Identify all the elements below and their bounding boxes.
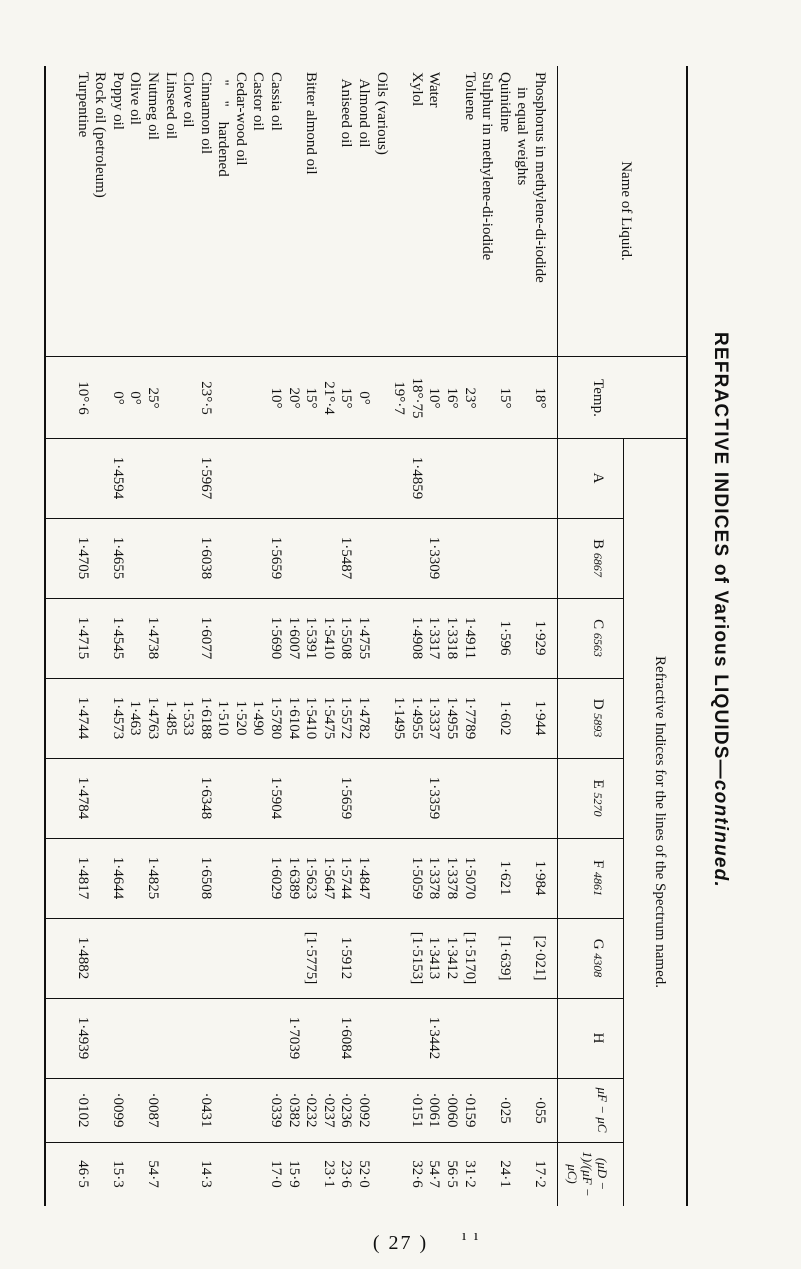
dispersive-ratio-cell: 54·7 bbox=[426, 1160, 443, 1188]
line-f-cell: 1·4817 bbox=[74, 856, 91, 900]
line-e-cell: 1·3359 bbox=[426, 776, 443, 820]
page-heading: REFRACTIVE INDICES of Various LIQUIDS—continued. bbox=[710, 332, 731, 888]
table-row bbox=[302, 66, 320, 1206]
line-f-cell: 1·621 bbox=[496, 860, 513, 896]
line-d-cell: 1·4955 bbox=[444, 696, 461, 740]
line-d-cell: 1·5475 bbox=[320, 696, 337, 740]
mu-f-minus-mu-c-cell: ·0102 bbox=[74, 1092, 91, 1128]
line-d-cell: 1·485 bbox=[162, 700, 179, 736]
line-c-cell: 1·4545 bbox=[109, 616, 126, 660]
liquid-name: Clove oil bbox=[180, 72, 197, 128]
line-c-cell: 1·6077 bbox=[197, 616, 214, 660]
liquid-name: Linseed oil bbox=[162, 72, 179, 140]
line-a-cell: 1·5967 bbox=[197, 456, 214, 500]
line-f-annotation: 4861 bbox=[591, 872, 605, 897]
dispersive-ratio-cell: 14·3 bbox=[197, 1160, 214, 1188]
line-d-cell: 1·533 bbox=[180, 700, 197, 736]
dispersive-ratio-cell: 15·3 bbox=[109, 1160, 126, 1188]
liquid-name: in equal weights bbox=[514, 72, 531, 186]
line-e-annotation: 5270 bbox=[591, 792, 605, 817]
header-divider bbox=[623, 438, 624, 1206]
mu-f-minus-mu-c-cell: ·0087 bbox=[144, 1092, 161, 1128]
dispersive-ratio-cell: 17·0 bbox=[268, 1160, 285, 1188]
name-of-liquid-header: Name of Liquid. bbox=[618, 161, 634, 261]
line-g-header: G 4308 bbox=[590, 938, 606, 978]
dispersive-ratio-cell: 23·1 bbox=[320, 1160, 337, 1188]
liquid-name: Castor oil bbox=[250, 72, 267, 131]
table-row bbox=[513, 66, 531, 1206]
page-number: ( 27 ) ı ı bbox=[372, 1228, 481, 1254]
page-title: REFRACTIVE INDICES of Various LIQUIDS bbox=[710, 332, 731, 760]
line-g-cell: [2·021] bbox=[532, 935, 548, 981]
mu-f-minus-mu-c-cell: ·0099 bbox=[109, 1092, 126, 1128]
line-h-header: H bbox=[590, 1032, 606, 1044]
line-h-cell: 1·3442 bbox=[426, 1016, 443, 1060]
liquid-name: Oils (various) bbox=[373, 72, 390, 155]
mu-f-minus-mu-c-header: μF − μC bbox=[595, 1087, 610, 1133]
line-c-cell: 1·5391 bbox=[303, 616, 320, 660]
liquid-name: Phosphorus in methylene-di-iodide bbox=[532, 72, 548, 283]
dispersive-ratio-header: (μD − 1)/(μF − μC) bbox=[565, 1151, 610, 1197]
liquid-name: Water bbox=[426, 72, 443, 108]
temp-cell: 21°·4 bbox=[320, 381, 337, 415]
table-row bbox=[407, 66, 425, 1206]
temp-cell: 16° bbox=[444, 387, 461, 409]
line-e-cell: 1·4784 bbox=[74, 776, 91, 820]
liquid-name: Aniseed oil bbox=[338, 72, 355, 148]
line-b-cell: 1·3309 bbox=[426, 536, 443, 580]
table-row bbox=[478, 66, 496, 1206]
table-row bbox=[73, 66, 91, 1206]
temp-cell: 25° bbox=[144, 387, 161, 409]
table-row bbox=[231, 66, 249, 1206]
liquid-name: Turpentine bbox=[74, 72, 91, 138]
temp-cell: 19°·7 bbox=[391, 381, 408, 415]
line-g-cell: [1·5775] bbox=[303, 931, 320, 985]
line-e-cell: 1·5659 bbox=[338, 776, 355, 820]
dispersive-ratio-cell: 17·2 bbox=[532, 1160, 548, 1188]
temp-cell: 10°·6 bbox=[74, 381, 91, 415]
table-row bbox=[143, 66, 161, 1206]
table-row bbox=[126, 66, 144, 1206]
temp-cell: 10° bbox=[268, 387, 285, 409]
table-row bbox=[196, 66, 214, 1206]
temp-header: Temp. bbox=[590, 379, 606, 417]
line-g-cell: [1·5170] bbox=[461, 931, 478, 985]
mu-f-minus-mu-c-cell: ·0092 bbox=[356, 1092, 373, 1128]
line-c-cell: 1·929 bbox=[532, 620, 548, 656]
rotated-page bbox=[40, 0, 740, 1220]
line-d-annotation: 5893 bbox=[591, 713, 605, 738]
line-f-cell: 1·6029 bbox=[268, 856, 285, 900]
temp-cell: 20° bbox=[285, 387, 302, 409]
line-c-cell: 1·4715 bbox=[74, 616, 91, 660]
line-f-header: F 4861 bbox=[590, 859, 606, 897]
line-f-cell: 1·5647 bbox=[320, 856, 337, 900]
temp-cell: 15° bbox=[338, 387, 355, 409]
line-g-cell: 1·3413 bbox=[426, 936, 443, 980]
line-f-cell: 1·4825 bbox=[144, 856, 161, 900]
table-row bbox=[91, 66, 109, 1206]
line-g-cell: 1·3412 bbox=[444, 936, 461, 980]
temp-cell: 18°·75 bbox=[408, 377, 425, 419]
table-row bbox=[267, 66, 285, 1206]
line-d-cell: 1·5780 bbox=[268, 696, 285, 740]
mu-f-minus-mu-c-cell: ·0237 bbox=[320, 1092, 337, 1128]
mu-f-minus-mu-c-cell: ·0159 bbox=[461, 1092, 478, 1128]
liquid-name: Toluene bbox=[461, 72, 478, 121]
dispersive-ratio-cell: 56·5 bbox=[444, 1160, 461, 1188]
mu-f-minus-mu-c-cell: ·025 bbox=[496, 1096, 513, 1124]
dispersive-ratio-cell: 15·9 bbox=[285, 1160, 302, 1188]
dispersive-ratio-cell: 46·5 bbox=[74, 1160, 91, 1188]
line-d-cell: 1·7789 bbox=[461, 696, 478, 740]
line-h-cell: 1·6084 bbox=[338, 1016, 355, 1060]
line-e-cell: 1·5904 bbox=[268, 776, 285, 820]
line-b-annotation: 6867 bbox=[591, 552, 605, 577]
table-row bbox=[319, 66, 337, 1206]
dispersive-ratio-cell: 52·0 bbox=[356, 1160, 373, 1188]
mu-f-minus-mu-c-cell: ·0151 bbox=[408, 1092, 425, 1128]
line-d-cell: 1·944 bbox=[532, 700, 548, 736]
line-c-cell: 1·3318 bbox=[444, 616, 461, 660]
line-c-cell: 1·5410 bbox=[320, 616, 337, 660]
line-b-cell: 1·5659 bbox=[268, 536, 285, 580]
temp-cell: 0° bbox=[356, 391, 373, 405]
line-d-cell: 1·4955 bbox=[408, 696, 425, 740]
temp-cell: 18° bbox=[532, 387, 548, 409]
mu-f-minus-mu-c-cell: ·055 bbox=[532, 1096, 548, 1124]
liquid-name: Olive oil bbox=[127, 72, 144, 125]
table-row bbox=[372, 66, 390, 1206]
table-row bbox=[495, 66, 513, 1206]
table-row bbox=[284, 66, 302, 1206]
line-c-cell: 1·596 bbox=[496, 620, 513, 656]
table-row bbox=[249, 66, 267, 1206]
line-f-cell: 1·3378 bbox=[426, 856, 443, 900]
line-g-cell: [1·639] bbox=[496, 935, 513, 981]
line-f-cell: 1·984 bbox=[532, 860, 548, 896]
table-row bbox=[442, 66, 460, 1206]
line-f-cell: 1·5744 bbox=[338, 856, 355, 900]
line-d-cell: 1·6188 bbox=[197, 696, 214, 740]
line-c-cell: 1·5690 bbox=[268, 616, 285, 660]
temp-cell: 15° bbox=[303, 387, 320, 409]
line-d-cell: 1·1495 bbox=[391, 696, 408, 740]
header-bottom-rule bbox=[557, 66, 558, 1206]
line-d-cell: 1·4782 bbox=[356, 696, 373, 740]
dispersive-ratio-cell: 31·2 bbox=[461, 1160, 478, 1188]
line-c-annotation: 6563 bbox=[591, 632, 605, 657]
table-row bbox=[390, 66, 408, 1206]
line-f-cell: 1·5070 bbox=[461, 856, 478, 900]
line-d-cell: 1·4573 bbox=[109, 696, 126, 740]
line-d-cell: 1·4763 bbox=[144, 696, 161, 740]
line-g-annotation: 4308 bbox=[591, 953, 605, 978]
dispersive-ratio-cell: 32·6 bbox=[408, 1160, 425, 1188]
page-mark: ı ı bbox=[462, 1228, 481, 1244]
mu-f-minus-mu-c-cell: ·0431 bbox=[197, 1092, 214, 1128]
line-g-cell: 1·4882 bbox=[74, 936, 91, 980]
line-b-cell: 1·4705 bbox=[74, 536, 91, 580]
mu-f-minus-mu-c-cell: ·0061 bbox=[426, 1092, 443, 1128]
liquid-name: Cinnamon oil bbox=[197, 72, 214, 155]
liquid-name: " " hardened bbox=[215, 72, 232, 177]
table-row bbox=[179, 66, 197, 1206]
mu-f-minus-mu-c-cell: ·0232 bbox=[303, 1092, 320, 1128]
line-c-cell: 1·4738 bbox=[144, 616, 161, 660]
line-f-cell: 1·4644 bbox=[109, 856, 126, 900]
line-d-header: D 5893 bbox=[590, 698, 606, 738]
dispersive-ratio-cell: 24·1 bbox=[496, 1160, 513, 1188]
line-f-cell: 1·6389 bbox=[285, 856, 302, 900]
temp-cell: 0° bbox=[127, 391, 144, 405]
line-b-cell: 1·5487 bbox=[338, 536, 355, 580]
line-c-cell: 1·3317 bbox=[426, 616, 443, 660]
mu-f-minus-mu-c-cell: ·0382 bbox=[285, 1092, 302, 1128]
line-g-cell: [1·5153] bbox=[408, 931, 425, 985]
line-d-cell: 1·4744 bbox=[74, 696, 91, 740]
temp-cell: 0° bbox=[109, 391, 126, 405]
page-title-suffix: continued. bbox=[710, 779, 731, 888]
table-row bbox=[530, 66, 548, 1206]
line-d-cell: 1·602 bbox=[496, 700, 513, 736]
line-a-header: A bbox=[590, 472, 606, 484]
table-row bbox=[460, 66, 478, 1206]
liquid-name: Quinidine bbox=[496, 72, 513, 132]
line-f-cell: 1·4847 bbox=[356, 856, 373, 900]
line-d-cell: 1·510 bbox=[215, 700, 232, 736]
temp-cell: 23° bbox=[461, 387, 478, 409]
line-d-cell: 1·3337 bbox=[426, 696, 443, 740]
mu-f-minus-mu-c-cell: ·0060 bbox=[444, 1092, 461, 1128]
line-f-cell: 1·6508 bbox=[197, 856, 214, 900]
refractive-index-table bbox=[44, 66, 688, 1206]
line-f-cell: 1·3378 bbox=[444, 856, 461, 900]
line-d-cell: 1·5410 bbox=[303, 696, 320, 740]
line-e-header: E 5270 bbox=[590, 779, 606, 817]
line-c-cell: 1·4755 bbox=[356, 616, 373, 660]
line-a-cell: 1·4594 bbox=[109, 456, 126, 500]
line-g-cell: 1·5912 bbox=[338, 936, 355, 980]
line-c-cell: 1·4911 bbox=[461, 617, 478, 659]
line-d-cell: 1·463 bbox=[127, 700, 144, 736]
line-b-cell: 1·6038 bbox=[197, 536, 214, 580]
line-e-cell: 1·6348 bbox=[197, 776, 214, 820]
liquid-name: Poppy oil bbox=[109, 72, 126, 130]
line-c-cell: 1·5508 bbox=[338, 616, 355, 660]
line-c-header: C 6563 bbox=[590, 619, 606, 657]
liquid-name: Sulphur in methylene-di-iodide bbox=[479, 72, 496, 261]
temp-cell: 23°·5 bbox=[197, 381, 214, 415]
line-d-cell: 1·5572 bbox=[338, 696, 355, 740]
line-a-cell: 1·4859 bbox=[408, 456, 425, 500]
line-f-cell: 1·5059 bbox=[408, 856, 425, 900]
line-d-cell: 1·490 bbox=[250, 700, 267, 736]
line-h-cell: 1·4939 bbox=[74, 1016, 91, 1060]
liquid-name: Cedar-wood oil bbox=[232, 72, 249, 166]
dispersive-ratio-cell: 23·6 bbox=[338, 1160, 355, 1188]
table-row bbox=[337, 66, 355, 1206]
line-f-cell: 1·5623 bbox=[303, 856, 320, 900]
line-d-cell: 1·520 bbox=[232, 700, 249, 736]
temp-cell: 10° bbox=[426, 387, 443, 409]
liquid-name: Xylol bbox=[408, 72, 425, 107]
liquid-name: Cassia oil bbox=[268, 72, 285, 131]
mu-f-minus-mu-c-cell: ·0236 bbox=[338, 1092, 355, 1128]
line-b-cell: 1·4655 bbox=[109, 536, 126, 580]
table-row bbox=[161, 66, 179, 1206]
dispersive-ratio-cell: 54·7 bbox=[144, 1160, 161, 1188]
spectrum-lines-header: Refractive Indices for the lines of the Spectrum named. bbox=[652, 656, 668, 988]
table-row bbox=[425, 66, 443, 1206]
line-b-header: B 6867 bbox=[590, 539, 606, 577]
liquid-name: Almond oil bbox=[356, 72, 373, 148]
liquid-name: Rock oil (petroleum) bbox=[92, 72, 109, 198]
table-row bbox=[108, 66, 126, 1206]
line-c-cell: 1·4908 bbox=[408, 616, 425, 660]
table-row bbox=[214, 66, 232, 1206]
line-d-cell: 1·6104 bbox=[285, 696, 302, 740]
liquid-name: Bitter almond oil bbox=[303, 72, 320, 175]
mu-f-minus-mu-c-cell: ·0339 bbox=[268, 1092, 285, 1128]
table-row bbox=[354, 66, 372, 1206]
table-body bbox=[73, 66, 548, 1206]
line-h-cell: 1·7039 bbox=[285, 1016, 302, 1060]
liquid-name: Nutmeg oil bbox=[144, 72, 161, 140]
line-c-cell: 1·6007 bbox=[285, 616, 302, 660]
temp-cell: 15° bbox=[496, 387, 513, 409]
